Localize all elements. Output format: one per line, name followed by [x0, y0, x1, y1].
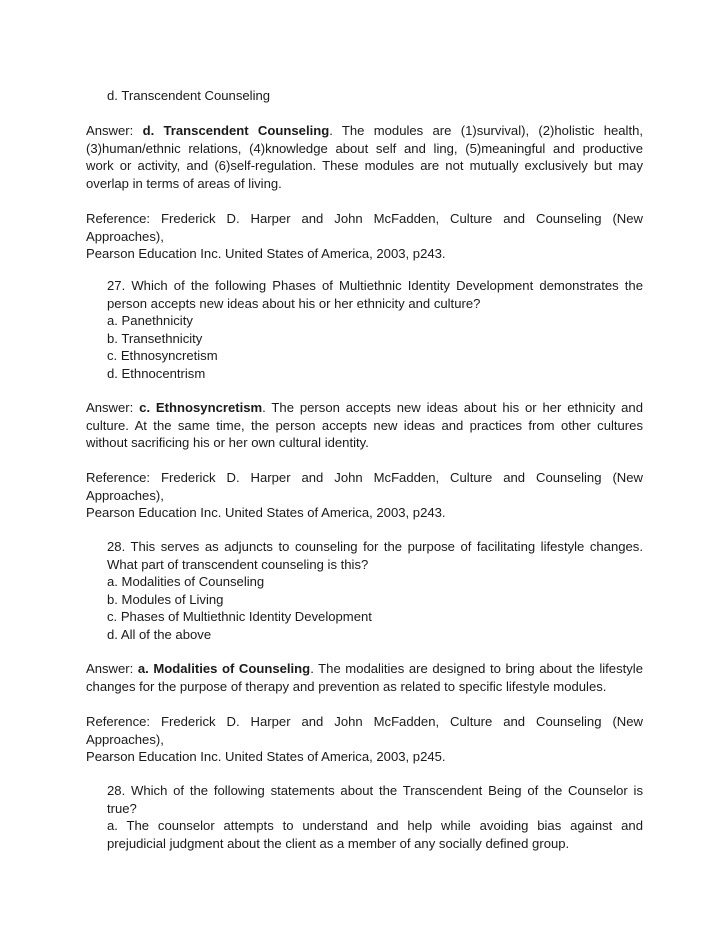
answer-line: without sacrificing his or her own cultural identity.	[86, 435, 369, 451]
question-line: What part of transcendent counseling is this?	[107, 556, 369, 572]
answer-prefix: Answer:	[86, 123, 143, 138]
option-text: d. Transcendent Counseling	[107, 88, 271, 103]
reference-line: Reference: Frederick D. Harper and John McFadden, Culture and Counseling (New Approaches),	[86, 470, 643, 503]
answer-text: . The modalities are designed to bring about the lifestyle	[310, 661, 643, 676]
answer-choice: d. Transcendent Counseling	[142, 123, 330, 138]
reference-line: Pearson Education Inc. United States of America, 2003, p243.	[86, 246, 446, 262]
answer-block-28-first	[86, 660, 643, 695]
question-line: 27. Which of the following Phases of Multiethnic Identity Development demonstrates the	[107, 278, 643, 293]
answer-line: work or activity, and (6)self-regulation. These modules are not mutually exclusively but may	[86, 158, 643, 174]
answer-prefix: Answer:	[86, 400, 140, 415]
question-27	[107, 277, 643, 383]
answer-line: (3)human/ethnic relations, (4)knowledge about self and ling, (5)meaningful and productive	[86, 140, 643, 156]
option-d: d. All of the above	[107, 626, 212, 642]
question-line: 28. This serves as adjuncts to counseling for the purpose of facilitating lifestyle changes.	[107, 539, 643, 554]
answer-block-27	[86, 399, 643, 452]
question-line: person accepts new ideas about his or her ethnicity and culture?	[107, 295, 481, 311]
reference-line: Pearson Education Inc. United States of America, 2003, p243.	[86, 505, 446, 521]
question-28-first	[107, 538, 643, 644]
answer-line	[86, 399, 643, 417]
reference-line: Reference: Frederick D. Harper and John McFadden, Culture and Counseling (New Approaches),	[86, 714, 643, 747]
answer-block-1	[86, 122, 643, 192]
option-a: a. Modalities of Counseling	[107, 574, 265, 590]
option-b: b. Transethnicity	[107, 330, 203, 346]
option-a: a. The counselor attempts to understand and help while avoiding bias against and	[107, 818, 643, 834]
reference-line: Pearson Education Inc. United States of America, 2003, p245.	[86, 749, 446, 765]
answer-line	[86, 660, 643, 678]
answer-line	[86, 122, 643, 140]
question-line: true?	[107, 800, 137, 816]
answer-line: overlap in terms of areas of living.	[86, 175, 282, 191]
option-a-continued: prejudicial judgment about the client as a member of any socially defined group.	[107, 835, 570, 851]
answer-choice: a. Modalities of Counseling	[137, 661, 311, 676]
answer-line: changes for the purpose of therapy and prevention as related to specific lifestyle modules.	[86, 678, 607, 694]
question-line: 28. Which of the following statements about the Transcendent Being of the Counselor is	[107, 783, 643, 798]
option-c: c. Phases of Multiethnic Identity Development	[107, 609, 372, 625]
answer-line: culture. At the same time, the person accepts new ideas and practices from other cultures	[86, 417, 643, 433]
reference-line: Reference: Frederick D. Harper and John McFadden, Culture and Counseling (New Approaches),	[86, 211, 643, 244]
answer-text: . The person accepts new ideas about his or her ethnicity and	[262, 400, 643, 415]
answer-choice: c. Ethnosyncretism	[139, 400, 263, 415]
option-a: a. Panethnicity	[107, 313, 193, 329]
reference-block-27	[86, 469, 643, 522]
question-28-second	[107, 782, 643, 852]
answer-prefix: Answer:	[86, 661, 138, 676]
answer-text: . The modules are (1)survival), (2)holistic health,	[329, 123, 644, 138]
option-b: b. Modules of Living	[107, 591, 224, 607]
option-c: c. Ethnosyncretism	[107, 348, 218, 364]
prior-question-option-d	[107, 87, 643, 105]
reference-block-1	[86, 210, 643, 263]
reference-block-28-first	[86, 713, 643, 766]
option-d: d. Ethnocentrism	[107, 365, 206, 381]
